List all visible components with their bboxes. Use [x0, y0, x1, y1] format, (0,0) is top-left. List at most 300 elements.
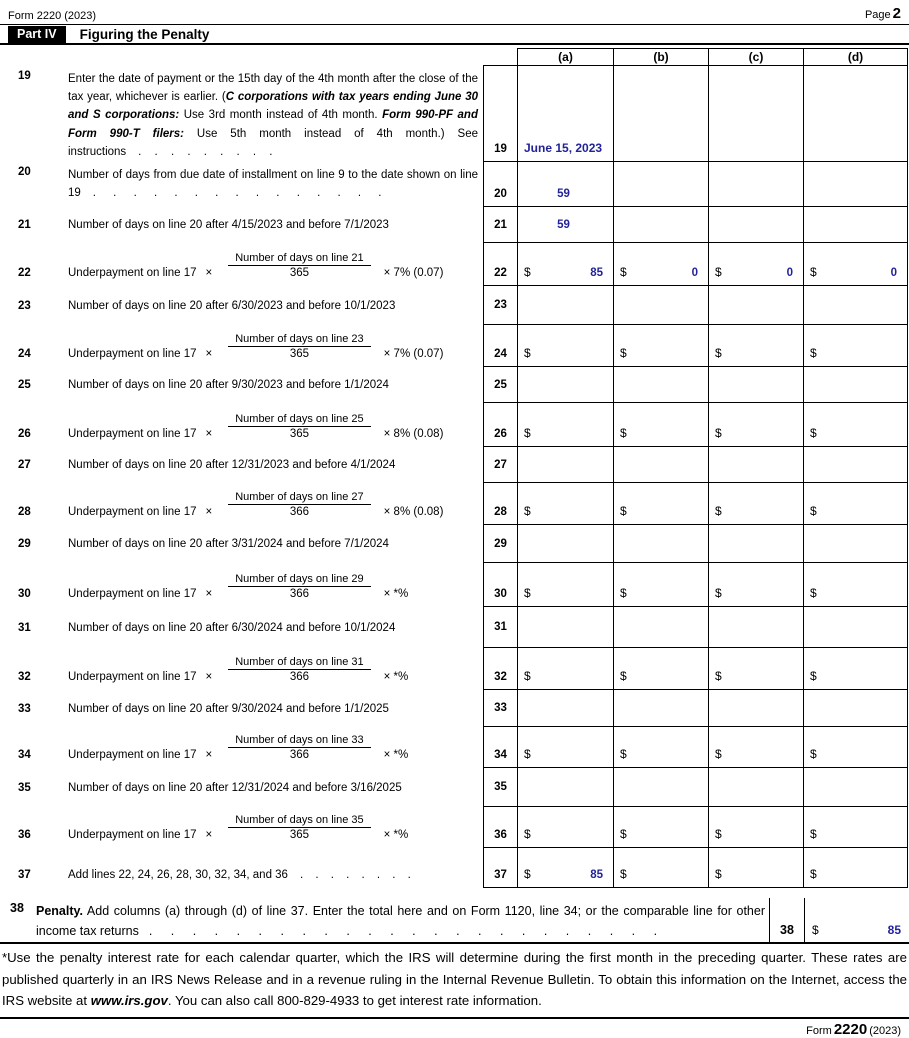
value-field-21-d[interactable] [803, 207, 907, 242]
line-label [68, 413, 478, 440]
value-field-35-d[interactable] [803, 768, 907, 806]
line-number: 36 [18, 829, 31, 841]
sum-label: Add lines 22, 24, 26, 28, 30, 32, 34, and 36 [68, 869, 288, 881]
value-field-35-c[interactable] [708, 768, 803, 806]
dollar-sign: $ [715, 867, 722, 881]
line-number: 29 [18, 538, 31, 550]
fraction-denominator: 366 [289, 588, 310, 600]
line-left-pane [0, 325, 483, 367]
amount-field-32-d[interactable] [803, 648, 907, 689]
amount-field-26-b[interactable] [613, 403, 708, 446]
line-label [68, 379, 478, 391]
line-number: 37 [18, 869, 31, 881]
value-field-31-c[interactable] [708, 607, 803, 647]
value-field-23-b[interactable] [613, 286, 708, 324]
label-segment: Use 3rd month instead of 4th month. [179, 109, 383, 122]
underpayment-label: Underpayment on line 17 [68, 348, 197, 360]
multiply-sign: × [205, 829, 213, 841]
amount-field-28-a[interactable] [517, 483, 613, 524]
value-field-27-d[interactable] [803, 447, 907, 482]
value-field-29-a[interactable] [517, 525, 613, 562]
value-field-25-a[interactable] [517, 367, 613, 402]
dollar-sign: $ [810, 747, 817, 761]
line-label [68, 70, 478, 161]
field-value: June 15, 2023 [524, 141, 603, 155]
line-number: 36 [494, 829, 507, 841]
days-label: Number of days on line 20 after 6/30/2024 and before 10/1/2024 [68, 621, 396, 634]
line-number-cell [483, 848, 517, 887]
dollar-sign: $ [810, 504, 817, 518]
amount-field-26-a[interactable] [517, 403, 613, 446]
amount-field-30-c[interactable] [708, 563, 803, 606]
row-cells [483, 848, 908, 888]
underpayment-label: Underpayment on line 17 [68, 428, 197, 440]
amount-field-37-b[interactable] [613, 848, 708, 887]
dollar-sign: $ [620, 586, 627, 600]
line-label [68, 814, 478, 841]
line-left-pane [0, 607, 483, 648]
dollar-sign: $ [620, 867, 627, 881]
line-number: 19 [494, 143, 507, 155]
amount-field-22-d[interactable] [803, 243, 907, 285]
line-number: 35 [494, 781, 507, 793]
amount-field-24-b[interactable] [613, 325, 708, 366]
line-left-pane [0, 848, 483, 888]
line-number-cell [483, 483, 517, 524]
value-field-20-a[interactable] [517, 162, 613, 206]
days-label: Number of days on line 20 after 9/30/2023 and before 1/1/2024 [68, 379, 389, 391]
value-field-35-a[interactable] [517, 768, 613, 806]
amount-field-32-b[interactable] [613, 648, 708, 689]
dollar-sign: $ [620, 669, 627, 683]
line-number: 21 [494, 218, 507, 231]
line-number: 24 [18, 348, 31, 360]
line-number: 34 [18, 749, 31, 761]
label-segment: Form 990-PF and Form 990-T filers: [68, 109, 478, 140]
value-field-31-a[interactable] [517, 607, 613, 647]
amount-field-24-c[interactable] [708, 325, 803, 366]
line-number: 20 [18, 166, 31, 178]
value-field-23-c[interactable] [708, 286, 803, 324]
dollar-sign: $ [524, 346, 531, 360]
line-number: 35 [18, 781, 31, 794]
multiply-sign: × [205, 506, 213, 518]
amount-field-37-a[interactable] [517, 848, 613, 887]
amount-field-28-d[interactable] [803, 483, 907, 524]
value-field-29-b[interactable] [613, 525, 708, 562]
column-header-d: (d) [803, 49, 907, 65]
line-number-cell [483, 727, 517, 767]
value-field-27-c[interactable] [708, 447, 803, 482]
fraction [228, 814, 370, 841]
row-cells [483, 325, 908, 367]
fraction-numerator: Number of days on line 25 [228, 413, 370, 427]
underpayment-label: Underpayment on line 17 [68, 506, 197, 518]
line-left-pane [0, 563, 483, 607]
row-cells [483, 367, 908, 403]
field-value: 59 [557, 218, 570, 231]
row-23 [0, 286, 909, 325]
row-cells [483, 403, 908, 447]
line-label [68, 734, 478, 761]
field-value: 0 [890, 267, 897, 279]
amount-field-32-a[interactable] [517, 648, 613, 689]
amount-field-34-d[interactable] [803, 727, 907, 767]
line-left-pane [0, 447, 483, 483]
amount-field-26-d[interactable] [803, 403, 907, 446]
line-left-pane [0, 727, 483, 768]
dollar-sign: $ [524, 867, 531, 881]
line-number: 33 [494, 702, 507, 714]
line-left-pane [0, 66, 483, 162]
line-label-text [68, 70, 478, 161]
value-field-19-a[interactable] [517, 66, 613, 161]
value-field-19-c[interactable] [708, 66, 803, 161]
penalty-total-value: 85 [887, 923, 901, 937]
days-label: Number of days on line 20 after 12/31/2023 and before 4/1/2024 [68, 459, 396, 471]
line-number: 26 [494, 428, 507, 440]
amount-field-37-c[interactable] [708, 848, 803, 887]
dollar-sign: $ [810, 827, 817, 841]
amount-field-30-b[interactable] [613, 563, 708, 606]
amount-field-26-c[interactable] [708, 403, 803, 446]
dollar-sign: $ [524, 504, 531, 518]
footnote-text-before: *Use the penalty interest rate for each calendar quarter, which the IRS will determine during the first month in the preceding quarter. These rates are published quarterly in an IRS News Release and in a revenue ruling in the Internal Revenue Bulletin. To obtain this information on the Internet, access the IRS website at [2, 950, 907, 1008]
penalty-table [0, 48, 909, 888]
line-number: 23 [18, 299, 31, 312]
line-number-cell [483, 768, 517, 806]
row-cells [483, 807, 908, 848]
amount-field-34-a[interactable] [517, 727, 613, 767]
line-number: 27 [18, 459, 31, 471]
line-label [68, 538, 478, 550]
fraction-numerator: Number of days on line 27 [228, 491, 370, 505]
dollar-sign: $ [810, 867, 817, 881]
line-number-cell [483, 286, 517, 324]
horizontal-rule [0, 24, 909, 25]
footer-form-word: Form [806, 1024, 832, 1037]
line-number-cell [483, 807, 517, 847]
row-37 [0, 848, 909, 888]
amount-field-34-b[interactable] [613, 727, 708, 767]
line-number: 19 [18, 70, 31, 82]
amount-field-24-a[interactable] [517, 325, 613, 366]
value-field-25-b[interactable] [613, 367, 708, 402]
line-left-pane [0, 648, 483, 690]
row-30 [0, 563, 909, 607]
label-segment: Number of days from due date of installment on line 9 to the date shown on line 19 [68, 169, 478, 200]
fraction-numerator: Number of days on line 23 [228, 333, 370, 347]
dollar-sign: $ [620, 504, 627, 518]
value-field-21-a[interactable] [517, 207, 613, 242]
line-number: 34 [494, 749, 507, 761]
value-field-29-d[interactable] [803, 525, 907, 562]
row-26 [0, 403, 909, 447]
irs-website-link[interactable]: www.irs.gov [90, 993, 168, 1008]
value-field-20-b[interactable] [613, 162, 708, 206]
line-label [68, 166, 478, 202]
line-number-cell [483, 207, 517, 242]
row-34 [0, 727, 909, 768]
fraction-numerator: Number of days on line 31 [228, 656, 370, 670]
dollar-sign: $ [810, 669, 817, 683]
line-left-pane [0, 207, 483, 243]
row-33 [0, 690, 909, 727]
fraction-numerator: Number of days on line 29 [228, 573, 370, 587]
days-label: Number of days on line 20 after 9/30/2024 and before 1/1/2025 [68, 702, 389, 715]
footer-form-number: 2220 [833, 1020, 868, 1038]
amount-field-24-d[interactable] [803, 325, 907, 366]
value-field-25-d[interactable] [803, 367, 907, 402]
dollar-sign: $ [715, 827, 722, 841]
line-number-cell [483, 447, 517, 482]
row-28 [0, 483, 909, 525]
line-label [68, 252, 478, 279]
amount-field-30-a[interactable] [517, 563, 613, 606]
line-left-pane [0, 690, 483, 727]
line-number: 33 [18, 702, 31, 715]
row-cells [483, 447, 908, 483]
amount-field-22-c[interactable] [708, 243, 803, 285]
row-cells [483, 727, 908, 768]
value-field-33-b[interactable] [613, 690, 708, 726]
amount-field-30-d[interactable] [803, 563, 907, 606]
amount-field-28-c[interactable] [708, 483, 803, 524]
dollar-sign: $ [620, 265, 627, 279]
line-number: 22 [494, 267, 507, 279]
row-32 [0, 648, 909, 690]
column-header-b: (b) [613, 49, 708, 65]
fraction-numerator: Number of days on line 33 [228, 734, 370, 748]
line-label [68, 869, 478, 881]
dollar-sign: $ [810, 265, 817, 279]
multiply-sign: × [205, 588, 213, 600]
column-header-c: (c) [708, 49, 803, 65]
fraction-denominator: 365 [289, 348, 310, 360]
line-number: 30 [494, 588, 507, 600]
amount-field-28-b[interactable] [613, 483, 708, 524]
multiply-sign: × [205, 348, 213, 360]
line-number-cell [483, 367, 517, 402]
line-number-cell [483, 66, 517, 161]
line-number-cell [483, 648, 517, 689]
dollar-sign: $ [524, 747, 531, 761]
amount-field-37-d[interactable] [803, 848, 907, 887]
dot-leader: . . . . . . . . [299, 869, 411, 881]
value-field-31-b[interactable] [613, 607, 708, 647]
value-field-29-c[interactable] [708, 525, 803, 562]
value-field-33-a[interactable] [517, 690, 613, 726]
row-36 [0, 807, 909, 848]
line-label [68, 333, 478, 360]
dollar-sign: $ [524, 669, 531, 683]
field-value: 85 [590, 869, 603, 881]
line-number-cell [483, 325, 517, 366]
row-cells [483, 563, 908, 607]
dollar-sign: $ [715, 504, 722, 518]
field-value: 59 [557, 188, 570, 200]
column-header-row [0, 48, 909, 66]
row-cells [483, 525, 908, 563]
line-label [68, 459, 478, 471]
row-31 [0, 607, 909, 648]
dollar-sign: $ [620, 426, 627, 440]
value-field-23-a[interactable] [517, 286, 613, 324]
line-number-cell [483, 403, 517, 446]
line-number: 32 [494, 671, 507, 683]
penalty-table-rows [0, 66, 909, 888]
value-field-20-d[interactable] [803, 162, 907, 206]
line-left-pane [0, 483, 483, 525]
amount-field-22-b[interactable] [613, 243, 708, 285]
dollar-sign: $ [812, 923, 819, 937]
value-field-35-b[interactable] [613, 768, 708, 806]
dollar-sign: $ [620, 827, 627, 841]
dot-leader: . . . . . . . . . . . . . . . [92, 187, 382, 200]
line-number: 21 [18, 219, 31, 231]
row-cells [483, 286, 908, 325]
underpayment-label: Underpayment on line 17 [68, 267, 197, 279]
dollar-sign: $ [715, 265, 722, 279]
row-cells [483, 690, 908, 727]
line-number: 31 [494, 621, 507, 633]
value-field-23-d[interactable] [803, 286, 907, 324]
line-number: 31 [18, 621, 31, 634]
form-id: Form 2220 (2023) [8, 10, 97, 22]
column-header-a: (a) [517, 49, 613, 65]
column-headers [517, 48, 908, 66]
dollar-sign: $ [620, 346, 627, 360]
fraction-numerator: Number of days on line 21 [228, 252, 370, 266]
part-header [0, 26, 909, 45]
line-number: 38 [780, 923, 794, 937]
line-label [68, 656, 478, 683]
value-field-21-b[interactable] [613, 207, 708, 242]
rate-label: × *% [383, 588, 409, 600]
line-left-pane [0, 768, 483, 807]
dot-leader: . . . . . . . . . . . . . . . . . . . . . . . . [148, 924, 658, 938]
amount-field-36-d[interactable] [803, 807, 907, 847]
line-left-pane [0, 367, 483, 403]
line-label [68, 300, 478, 312]
fraction-denominator: 365 [289, 267, 310, 279]
amount-field-36-c[interactable] [708, 807, 803, 847]
value-field-25-c[interactable] [708, 367, 803, 402]
line-number-cell [483, 525, 517, 562]
footnote-text-after: . You can also call 800-829-4933 to get interest rate information. [167, 993, 542, 1008]
line-number: 30 [18, 588, 31, 600]
multiply-sign: × [205, 267, 213, 279]
rate-label: × 7% (0.07) [383, 267, 444, 279]
amount-field-36-b[interactable] [613, 807, 708, 847]
line-number-cell [483, 607, 517, 647]
row-20 [0, 162, 909, 207]
fraction-denominator: 365 [289, 428, 310, 440]
dollar-sign: $ [715, 586, 722, 600]
page-number: 2 [892, 5, 901, 22]
fraction-denominator: 366 [289, 671, 310, 683]
amount-field-34-c[interactable] [708, 727, 803, 767]
days-label: Number of days on line 20 after 6/30/2023 and before 10/1/2023 [68, 299, 396, 312]
label-segment: Enter the date of payment or the 15th day of the 4th month after the close of the tax year, whichever is earlier. ( [68, 73, 478, 104]
page-header [0, 0, 909, 24]
line-number: 29 [494, 537, 507, 550]
row-cells [483, 483, 908, 525]
line-number: 25 [18, 379, 31, 391]
line-label [36, 901, 769, 942]
row-35 [0, 768, 909, 807]
header-number-spacer [483, 48, 517, 66]
dollar-sign: $ [715, 426, 722, 440]
line-number-cell [769, 898, 805, 942]
row-27 [0, 447, 909, 483]
line-number: 25 [494, 378, 507, 391]
fraction-numerator: Number of days on line 35 [228, 814, 370, 828]
underpayment-label: Underpayment on line 17 [68, 829, 197, 841]
value-field-33-d[interactable] [803, 690, 907, 726]
line-number-cell [483, 243, 517, 285]
line-number: 22 [18, 267, 31, 279]
part-title: Figuring the Penalty [79, 27, 210, 42]
value-field-27-a[interactable] [517, 447, 613, 482]
dollar-sign: $ [524, 827, 531, 841]
dollar-sign: $ [810, 586, 817, 600]
value-field-19-b[interactable] [613, 66, 708, 161]
field-value: 0 [691, 267, 698, 279]
dollar-sign: $ [620, 747, 627, 761]
fraction [228, 252, 370, 279]
line-number-cell [483, 563, 517, 606]
label-segment: Use 5th month instead of 4th month.) See instructions [68, 127, 478, 158]
rate-label: × *% [383, 749, 409, 761]
page-word: Page [864, 9, 891, 21]
value-field-33-c[interactable] [708, 690, 803, 726]
value-field-21-c[interactable] [708, 207, 803, 242]
field-value: 85 [590, 267, 603, 279]
amount-field-38[interactable] [805, 898, 909, 942]
value-field-31-d[interactable] [803, 607, 907, 647]
row-cells [483, 768, 908, 807]
line-number: 24 [494, 348, 507, 360]
amount-field-32-c[interactable] [708, 648, 803, 689]
header-left-spacer [0, 48, 483, 66]
amount-field-36-a[interactable] [517, 807, 613, 847]
line-number: 20 [494, 188, 507, 200]
row-cells [483, 162, 908, 207]
rate-label: × 8% (0.08) [383, 428, 444, 440]
dollar-sign: $ [810, 346, 817, 360]
dollar-sign: $ [810, 426, 817, 440]
part-label: Part IV [8, 26, 66, 43]
fraction [228, 734, 370, 761]
line-number: 23 [494, 299, 507, 311]
value-field-27-b[interactable] [613, 447, 708, 482]
line-label [68, 703, 478, 715]
line-label [68, 491, 478, 518]
value-field-20-c[interactable] [708, 162, 803, 206]
row-cells [483, 66, 908, 162]
underpayment-label: Underpayment on line 17 [68, 749, 197, 761]
fraction-denominator: 365 [289, 829, 310, 841]
footer-form-year: (2023) [869, 1024, 901, 1037]
penalty-word: Penalty. [36, 904, 84, 918]
page-footer [0, 1019, 909, 1038]
line-38 [0, 898, 909, 944]
value-field-19-d[interactable] [803, 66, 907, 161]
underpayment-label: Underpayment on line 17 [68, 671, 197, 683]
line-label-text [68, 166, 478, 202]
amount-field-22-a[interactable] [517, 243, 613, 285]
